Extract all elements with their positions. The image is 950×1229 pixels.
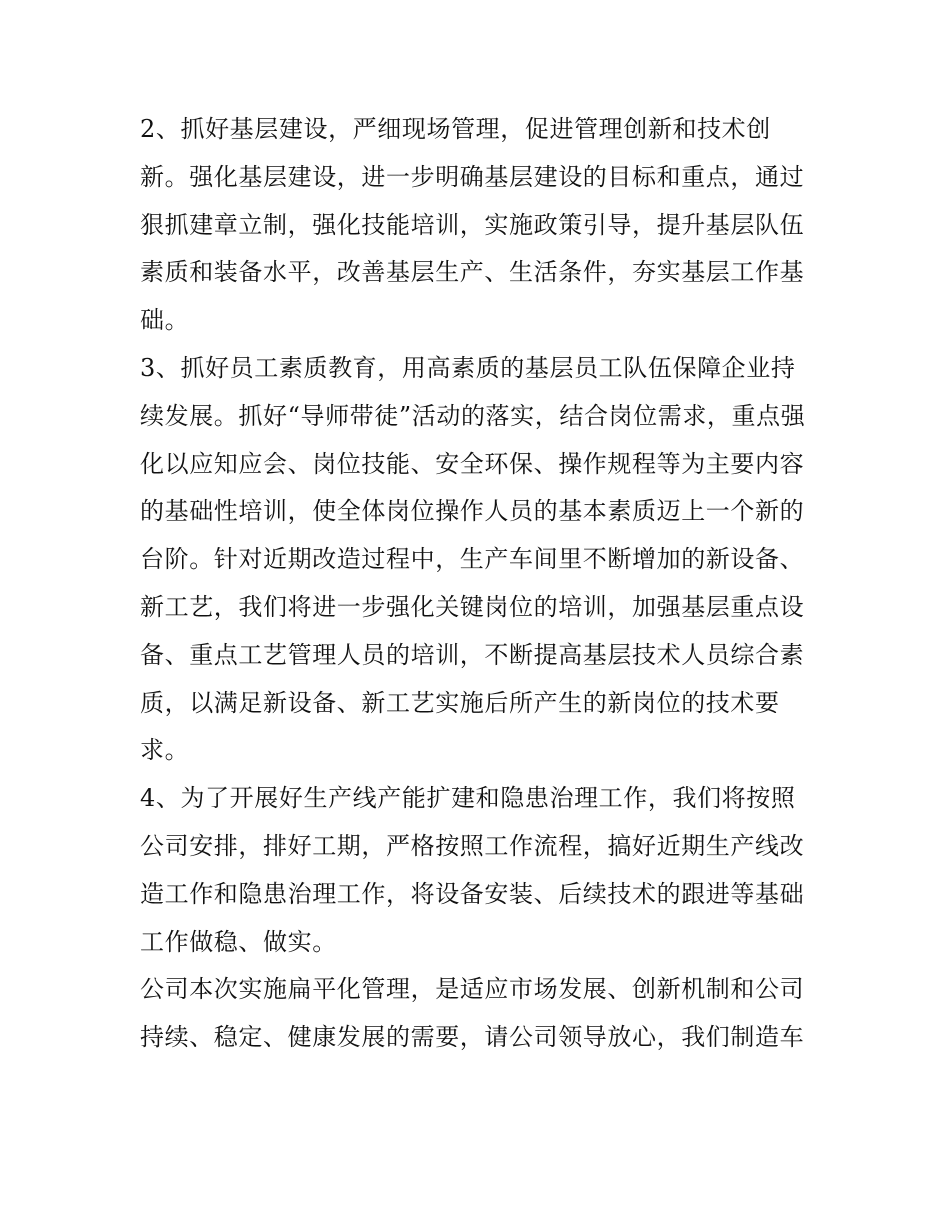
- text-line: 化以应知应会、岗位技能、安全环保、操作规程等为主要内容: [140, 449, 805, 478]
- text-line: 的基础性培训，使全体岗位操作人员的基本素质迈上一个新的: [140, 497, 805, 526]
- document-body: [140, 106, 820, 1062]
- text-line: 2、抓好基层建设，严细现场管理，促进管理创新和技术创: [140, 115, 771, 143]
- text-line: 新工艺，我们将进一步强化关键岗位的培训，加强基层重点设: [140, 592, 805, 621]
- text-line: 备、重点工艺管理人员的培训，不断提高基层技术人员综合素: [140, 640, 805, 669]
- text-line: 工作做稳、做实。: [140, 927, 337, 956]
- text-line: 求。: [140, 736, 190, 765]
- text-line: 造工作和隐患治理工作，将设备安装、后续技术的跟进等基础: [140, 879, 805, 908]
- text-line: 础。: [140, 306, 190, 335]
- text-line: 质，以满足新设备、新工艺实施后所产生的新岗位的技术要: [140, 688, 780, 717]
- text-line: 素质和装备水平，改善基层生产、生活条件，夯实基层工作基: [140, 258, 805, 287]
- text-line: 持续、稳定、健康发展的需要，请公司领导放心，我们制造车: [140, 1023, 805, 1052]
- text-line: 台阶。针对近期改造过程中，生产车间里不断增加的新设备、: [140, 545, 805, 574]
- text-line: 3、抓好员工素质教育，用高素质的基层员工队伍保障企业持: [140, 353, 796, 382]
- text-line: 续发展。抓好“导师带徒”活动的落实，结合岗位需求，重点强: [140, 401, 806, 430]
- text-line: 新。强化基层建设，进一步明确基层建设的目标和重点，通过: [140, 162, 805, 191]
- text-line: 4、为了开展好生产线产能扩建和隐患治理工作，我们将按照: [140, 784, 796, 813]
- text-line: 公司安排，排好工期，严格按照工作流程，搞好近期生产线改: [140, 831, 805, 860]
- text-line: 公司本次实施扁平化管理，是适应市场发展、创新机制和公司: [140, 975, 805, 1004]
- text-line: 狠抓建章立制，强化技能培训，实施政策引导，提升基层队伍: [140, 210, 805, 239]
